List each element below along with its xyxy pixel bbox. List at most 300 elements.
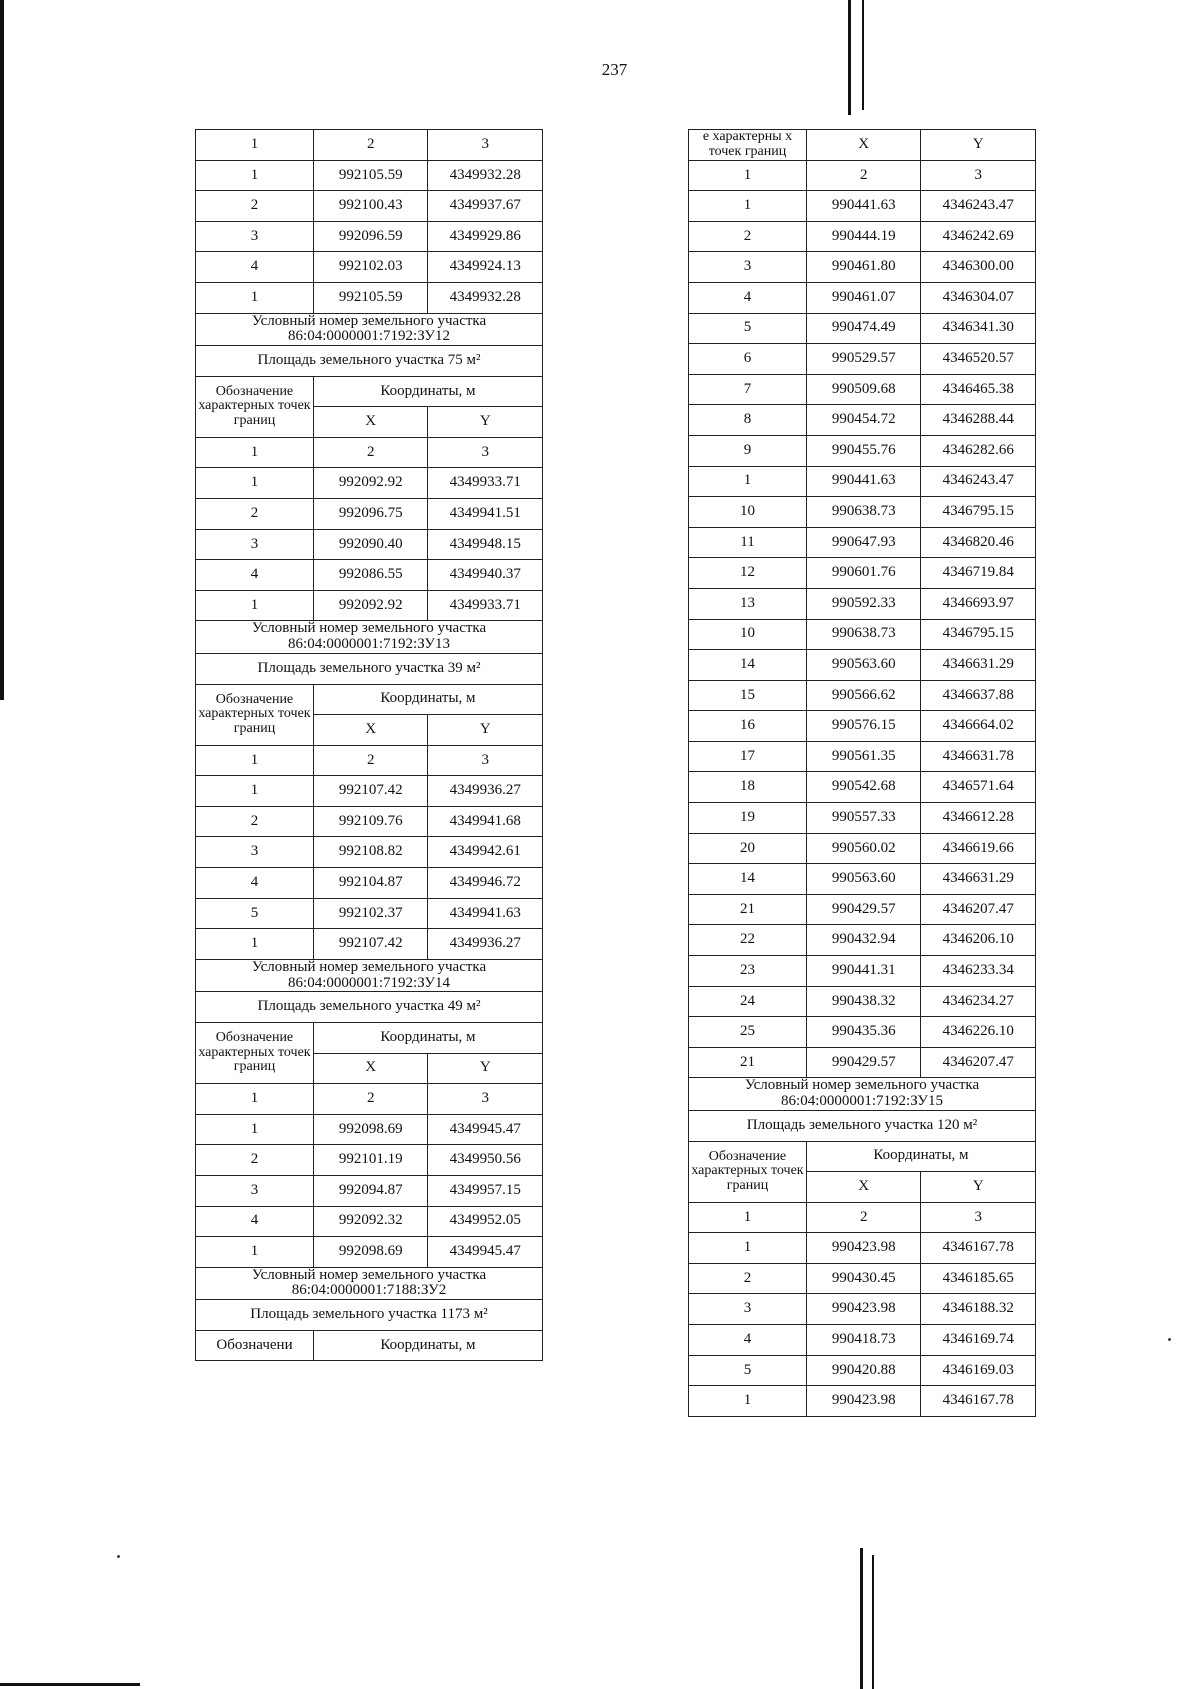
y-coordinate: 4346167.78: [921, 1233, 1036, 1264]
plot-area-label: Площадь земельного участка 1173 м²: [196, 1300, 543, 1331]
x-coordinate: 990601.76: [806, 558, 921, 589]
table-row: [196, 252, 543, 283]
x-coordinate: 990420.88: [806, 1355, 921, 1386]
point-number: 7: [689, 374, 807, 405]
point-number: 24: [689, 986, 807, 1017]
table-row: [689, 282, 1036, 313]
table-row: [689, 252, 1036, 283]
point-number: 18: [689, 772, 807, 803]
y-coordinate: 4346341.30: [921, 313, 1036, 344]
x-coordinate: 992109.76: [313, 806, 428, 837]
point-number: 20: [689, 833, 807, 864]
y-coordinate: 4346520.57: [921, 344, 1036, 375]
y-coordinate: 4346282.66: [921, 435, 1036, 466]
x-coordinate: 990423.98: [806, 1386, 921, 1417]
table-row: [689, 527, 1036, 558]
y-coordinate: 4346300.00: [921, 252, 1036, 283]
plot-area-label: Площадь земельного участка 75 м²: [196, 346, 543, 377]
table-row: [689, 1047, 1036, 1078]
coordinates-header: Координаты, м: [313, 684, 542, 715]
x-coordinate: 990561.35: [806, 741, 921, 772]
x-coordinate: 992104.87: [313, 868, 428, 899]
column-number-row: [689, 1202, 1036, 1233]
point-number: 2: [689, 1263, 807, 1294]
x-coordinate: 990647.93: [806, 527, 921, 558]
designation-header: Обозначение характерных точек границ: [689, 1141, 807, 1202]
column-number-row: [196, 437, 543, 468]
x-header: X: [313, 1053, 428, 1084]
point-number: 4: [196, 560, 314, 591]
y-coordinate: 4346169.03: [921, 1355, 1036, 1386]
x-coordinate: 990438.32: [806, 986, 921, 1017]
y-coordinate: 4346288.44: [921, 405, 1036, 436]
table-row: [196, 560, 543, 591]
point-number: 21: [689, 894, 807, 925]
point-number: 1: [196, 1114, 314, 1145]
x-coordinate: 990529.57: [806, 344, 921, 375]
table-row: [689, 986, 1036, 1017]
y-coordinate: 4346233.34: [921, 956, 1036, 987]
table-row: [689, 344, 1036, 375]
plot-number-label: Условный номер земельного участка 86:04:0000001:7192:ЗУ13: [196, 621, 543, 654]
table-row: [689, 313, 1036, 344]
scan-binding-top-2: [862, 0, 864, 110]
y-coordinate: 4349945.47: [428, 1114, 543, 1145]
table-row: [689, 1325, 1036, 1356]
x-coordinate: 990435.36: [806, 1017, 921, 1048]
table-row: [689, 1263, 1036, 1294]
y-coordinate: 4346693.97: [921, 588, 1036, 619]
table-row: [196, 929, 543, 960]
x-coordinate: 990455.76: [806, 435, 921, 466]
point-number: 17: [689, 741, 807, 772]
x-coordinate: 990560.02: [806, 833, 921, 864]
x-header: X: [806, 130, 921, 161]
column-number: 1: [196, 1084, 314, 1115]
point-number: 8: [689, 405, 807, 436]
x-coordinate: 992102.37: [313, 898, 428, 929]
table-row: [689, 435, 1036, 466]
y-coordinate: 4349941.68: [428, 806, 543, 837]
y-header: Y: [921, 1172, 1036, 1203]
x-coordinate: 990441.63: [806, 191, 921, 222]
table-row: [196, 868, 543, 899]
point-number: 2: [196, 499, 314, 530]
table-row: [196, 499, 543, 530]
y-coordinate: 4349942.61: [428, 837, 543, 868]
x-coordinate: 990461.80: [806, 252, 921, 283]
point-number: 3: [196, 221, 314, 252]
coordinates-header-row: [689, 1141, 1036, 1172]
table-row: [689, 772, 1036, 803]
column-number: 2: [313, 437, 428, 468]
x-coordinate: 992107.42: [313, 776, 428, 807]
point-number: 2: [196, 191, 314, 222]
column-number: 2: [313, 745, 428, 776]
x-coordinate: 992102.03: [313, 252, 428, 283]
x-coordinate: 992108.82: [313, 837, 428, 868]
plot-area-row: [196, 653, 543, 684]
plot-area-label: Площадь земельного участка 39 м²: [196, 653, 543, 684]
scan-speck: [1168, 1338, 1171, 1341]
x-coordinate: 992086.55: [313, 560, 428, 591]
scan-binding-bottom-2: [872, 1555, 874, 1689]
x-header: X: [313, 715, 428, 746]
x-coordinate: 992090.40: [313, 529, 428, 560]
x-coordinate: 992107.42: [313, 929, 428, 960]
plot-number-label: Условный номер земельного участка 86:04:0000001:7192:ЗУ15: [689, 1078, 1036, 1111]
y-coordinate: 4346207.47: [921, 894, 1036, 925]
point-number: 1: [196, 468, 314, 499]
table-row: [689, 619, 1036, 650]
y-coordinate: 4346169.74: [921, 1325, 1036, 1356]
table-row: [689, 1017, 1036, 1048]
y-coordinate: 4349933.71: [428, 590, 543, 621]
point-number: 3: [689, 252, 807, 283]
table-row: [689, 558, 1036, 589]
column-number: 3: [428, 745, 543, 776]
designation-header: Обозначение характерных точек границ: [196, 684, 314, 745]
point-number: 9: [689, 435, 807, 466]
coordinates-header: Координаты, м: [313, 376, 542, 407]
point-number: 21: [689, 1047, 807, 1078]
point-number: 1: [689, 1233, 807, 1264]
point-number: 5: [196, 898, 314, 929]
table-row: [689, 1355, 1036, 1386]
y-coordinate: 4349936.27: [428, 929, 543, 960]
table-row: [689, 1294, 1036, 1325]
column-number: 2: [806, 160, 921, 191]
column-number-row: [196, 745, 543, 776]
y-coordinate: 4346206.10: [921, 925, 1036, 956]
designation-header: Обозначение характерных точек границ: [196, 1022, 314, 1083]
point-number: 6: [689, 344, 807, 375]
table-row: [689, 925, 1036, 956]
x-coordinate: 992100.43: [313, 191, 428, 222]
table-row: [689, 466, 1036, 497]
x-coordinate: 992096.75: [313, 499, 428, 530]
x-coordinate: 990423.98: [806, 1294, 921, 1325]
designation-header-continued: е характерны х точек границ: [689, 130, 807, 161]
x-coordinate: 992105.59: [313, 282, 428, 313]
table-row: [689, 833, 1036, 864]
plot-number-label: Условный номер земельного участка 86:04:0000001:7192:ЗУ14: [196, 959, 543, 992]
point-number: 1: [689, 466, 807, 497]
point-number: 4: [196, 1206, 314, 1237]
table-row: [689, 405, 1036, 436]
column-number: 1: [196, 130, 314, 161]
point-number: 4: [196, 252, 314, 283]
y-coordinate: 4349933.71: [428, 468, 543, 499]
y-coordinate: 4349924.13: [428, 252, 543, 283]
y-header: Y: [428, 715, 543, 746]
column-number: 3: [428, 130, 543, 161]
y-coordinate: 4349948.15: [428, 529, 543, 560]
point-number: 10: [689, 497, 807, 528]
y-coordinate: 4349941.63: [428, 898, 543, 929]
x-coordinate: 990461.07: [806, 282, 921, 313]
point-number: 1: [196, 590, 314, 621]
table-row: [196, 468, 543, 499]
x-coordinate: 990430.45: [806, 1263, 921, 1294]
table-row: [196, 837, 543, 868]
column-number: 3: [428, 437, 543, 468]
y-coordinate: 4349945.47: [428, 1237, 543, 1268]
scan-edge-left: [0, 0, 4, 700]
table-row: [196, 529, 543, 560]
table-row: [689, 1233, 1036, 1264]
plot-number-row: [196, 1267, 543, 1300]
y-coordinate: 4346167.78: [921, 1386, 1036, 1417]
y-coordinate: 4349950.56: [428, 1145, 543, 1176]
point-number: 3: [196, 1175, 314, 1206]
y-coordinate: 4346795.15: [921, 497, 1036, 528]
x-coordinate: 990423.98: [806, 1233, 921, 1264]
point-number: 4: [689, 282, 807, 313]
plot-area-label: Площадь земельного участка 120 м²: [689, 1110, 1036, 1141]
left-column: [195, 129, 543, 1361]
coordinates-header-row: [196, 1330, 543, 1361]
point-number: 12: [689, 558, 807, 589]
left-coordinates-table: [195, 129, 543, 1361]
point-number: 1: [196, 1237, 314, 1268]
point-number: 1: [196, 776, 314, 807]
plot-number-label: Условный номер земельного участка 86:04:0000001:7188:ЗУ2: [196, 1267, 543, 1300]
point-number: 1: [689, 191, 807, 222]
point-number: 16: [689, 711, 807, 742]
x-header: X: [313, 407, 428, 438]
column-number: 2: [313, 1084, 428, 1115]
scan-binding-bottom: [860, 1548, 863, 1689]
y-header: Y: [428, 1053, 543, 1084]
y-coordinate: 4349940.37: [428, 560, 543, 591]
point-number: 15: [689, 680, 807, 711]
point-number: 2: [689, 221, 807, 252]
scan-edge-bottom: [0, 1683, 140, 1686]
point-number: 1: [196, 160, 314, 191]
y-coordinate: 4346465.38: [921, 374, 1036, 405]
x-coordinate: 992092.92: [313, 590, 428, 621]
y-coordinate: 4346226.10: [921, 1017, 1036, 1048]
coordinates-header-row: [196, 684, 543, 715]
x-coordinate: 990441.31: [806, 956, 921, 987]
x-coordinate: 990454.72: [806, 405, 921, 436]
x-coordinate: 990509.68: [806, 374, 921, 405]
x-coordinate: 990542.68: [806, 772, 921, 803]
y-coordinate: 4349932.28: [428, 282, 543, 313]
coordinates-header-row: [196, 1022, 543, 1053]
coordinates-header-row: [196, 376, 543, 407]
column-number-row: [689, 160, 1036, 191]
x-coordinate: 990563.60: [806, 650, 921, 681]
column-number: 3: [921, 160, 1036, 191]
y-coordinate: 4346631.29: [921, 864, 1036, 895]
table-row: [196, 221, 543, 252]
coordinates-header: Координаты, м: [806, 1141, 1035, 1172]
x-coordinate: 992098.69: [313, 1237, 428, 1268]
coordinates-header: Координаты, м: [313, 1330, 542, 1361]
point-number: 3: [196, 529, 314, 560]
x-coordinate: 990432.94: [806, 925, 921, 956]
y-coordinate: 4346188.32: [921, 1294, 1036, 1325]
point-number: 23: [689, 956, 807, 987]
column-number: 3: [921, 1202, 1036, 1233]
point-number: 19: [689, 803, 807, 834]
table-row: [196, 898, 543, 929]
y-coordinate: 4346631.78: [921, 741, 1036, 772]
column-number: 1: [689, 1202, 807, 1233]
coordinates-header: Координаты, м: [313, 1022, 542, 1053]
table-row: [689, 650, 1036, 681]
point-number: 1: [196, 282, 314, 313]
x-coordinate: 990429.57: [806, 1047, 921, 1078]
x-coordinate: 990563.60: [806, 864, 921, 895]
column-number: 1: [689, 160, 807, 191]
x-coordinate: 990444.19: [806, 221, 921, 252]
x-coordinate: 990441.63: [806, 466, 921, 497]
table-row: [196, 590, 543, 621]
y-coordinate: 4349952.05: [428, 1206, 543, 1237]
table-row: [689, 894, 1036, 925]
table-row: [689, 711, 1036, 742]
table-row: [689, 191, 1036, 222]
plot-number-row: [689, 1078, 1036, 1111]
plot-number-row: [196, 313, 543, 346]
y-header: Y: [921, 130, 1036, 161]
table-row: [689, 374, 1036, 405]
point-number: 4: [689, 1325, 807, 1356]
x-coordinate: 990592.33: [806, 588, 921, 619]
table-row: [689, 741, 1036, 772]
x-coordinate: 990474.49: [806, 313, 921, 344]
continued-header-row: [689, 130, 1036, 161]
y-header: Y: [428, 407, 543, 438]
x-coordinate: 990576.15: [806, 711, 921, 742]
plot-number-row: [196, 959, 543, 992]
right-column: [688, 129, 1036, 1417]
table-row: [196, 160, 543, 191]
x-coordinate: 992105.59: [313, 160, 428, 191]
y-coordinate: 4346207.47: [921, 1047, 1036, 1078]
point-number: 3: [196, 837, 314, 868]
point-number: 1: [689, 1386, 807, 1417]
y-coordinate: 4346631.29: [921, 650, 1036, 681]
x-coordinate: 990638.73: [806, 619, 921, 650]
column-number: 2: [806, 1202, 921, 1233]
page-number: 237: [601, 60, 628, 79]
column-number: 3: [428, 1084, 543, 1115]
x-coordinate: 992092.32: [313, 1206, 428, 1237]
table-row: [689, 221, 1036, 252]
y-coordinate: 4346242.69: [921, 221, 1036, 252]
y-coordinate: 4349937.67: [428, 191, 543, 222]
x-header: X: [806, 1172, 921, 1203]
x-coordinate: 990429.57: [806, 894, 921, 925]
column-number: 1: [196, 745, 314, 776]
y-coordinate: 4349929.86: [428, 221, 543, 252]
table-row: [196, 1237, 543, 1268]
y-coordinate: 4346304.07: [921, 282, 1036, 313]
x-coordinate: 990566.62: [806, 680, 921, 711]
y-coordinate: 4346619.66: [921, 833, 1036, 864]
table-row: [196, 191, 543, 222]
column-number-row: [196, 130, 543, 161]
point-number: 25: [689, 1017, 807, 1048]
point-number: 14: [689, 650, 807, 681]
column-number: 2: [313, 130, 428, 161]
column-number: 1: [196, 437, 314, 468]
point-number: 10: [689, 619, 807, 650]
table-row: [689, 588, 1036, 619]
right-coordinates-table: [688, 129, 1036, 1417]
y-coordinate: 4346637.88: [921, 680, 1036, 711]
y-coordinate: 4349932.28: [428, 160, 543, 191]
table-row: [196, 1206, 543, 1237]
point-number: 11: [689, 527, 807, 558]
y-coordinate: 4346795.15: [921, 619, 1036, 650]
point-number: 2: [196, 806, 314, 837]
y-coordinate: 4346185.65: [921, 1263, 1036, 1294]
point-number: 2: [196, 1145, 314, 1176]
plot-number-label: Условный номер земельного участка 86:04:0000001:7192:ЗУ12: [196, 313, 543, 346]
y-coordinate: 4346234.27: [921, 986, 1036, 1017]
plot-area-row: [196, 1300, 543, 1331]
designation-header: Обозначение характерных точек границ: [196, 376, 314, 437]
x-coordinate: 990418.73: [806, 1325, 921, 1356]
y-coordinate: 4346820.46: [921, 527, 1036, 558]
point-number: 4: [196, 868, 314, 899]
y-coordinate: 4346243.47: [921, 191, 1036, 222]
plot-area-row: [196, 346, 543, 377]
column-number-row: [196, 1084, 543, 1115]
table-row: [196, 1145, 543, 1176]
x-coordinate: 992096.59: [313, 221, 428, 252]
scan-binding-top: [848, 0, 851, 115]
table-row: [196, 776, 543, 807]
y-coordinate: 4349936.27: [428, 776, 543, 807]
table-row: [689, 864, 1036, 895]
table-row: [689, 1386, 1036, 1417]
y-coordinate: 4349941.51: [428, 499, 543, 530]
table-row: [689, 803, 1036, 834]
y-coordinate: 4346664.02: [921, 711, 1036, 742]
x-coordinate: 990557.33: [806, 803, 921, 834]
x-coordinate: 992094.87: [313, 1175, 428, 1206]
x-coordinate: 990638.73: [806, 497, 921, 528]
point-number: 14: [689, 864, 807, 895]
table-row: [196, 1114, 543, 1145]
designation-header: Обозначени: [196, 1330, 314, 1361]
plot-number-row: [196, 621, 543, 654]
y-coordinate: 4346571.64: [921, 772, 1036, 803]
y-coordinate: 4349946.72: [428, 868, 543, 899]
point-number: 22: [689, 925, 807, 956]
y-coordinate: 4346719.84: [921, 558, 1036, 589]
table-row: [196, 282, 543, 313]
x-coordinate: 992098.69: [313, 1114, 428, 1145]
table-row: [196, 1175, 543, 1206]
y-coordinate: 4349957.15: [428, 1175, 543, 1206]
table-row: [689, 956, 1036, 987]
table-row: [689, 680, 1036, 711]
point-number: 1: [196, 929, 314, 960]
y-coordinate: 4346612.28: [921, 803, 1036, 834]
x-coordinate: 992101.19: [313, 1145, 428, 1176]
point-number: 5: [689, 313, 807, 344]
scan-speck: [117, 1555, 120, 1558]
plot-area-row: [196, 992, 543, 1023]
y-coordinate: 4346243.47: [921, 466, 1036, 497]
